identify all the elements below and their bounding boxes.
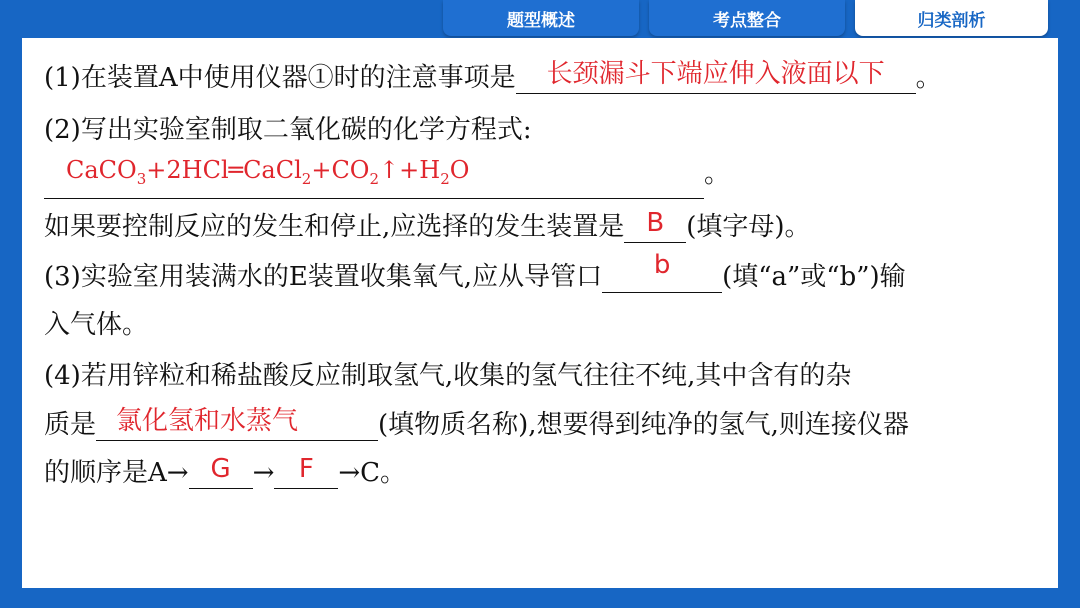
q2-device-blank <box>624 208 686 243</box>
question-2-device-line <box>44 208 811 243</box>
q2-device-prefix: 如果要控制反应的发生和停止,应选择的发生装置是 <box>44 212 625 242</box>
question-1 <box>44 59 942 94</box>
tab-key-points[interactable]: 考点整合 <box>649 0 845 36</box>
q3-line2: 入气体。 <box>44 310 149 340</box>
question-3-continued <box>44 310 148 340</box>
question-2-title <box>44 115 532 145</box>
question-4-order-line <box>44 454 407 489</box>
q1-suffix: 。 <box>915 63 942 93</box>
question-4 <box>44 361 851 391</box>
question-4-impurity-line <box>44 406 909 441</box>
q1-answer: 长颈漏斗下端应伸入液面以下 <box>546 59 885 89</box>
q4-answer-g: G <box>210 454 231 484</box>
q2-device-suffix: (填字母)。 <box>686 212 811 242</box>
tab-classification[interactable]: 归类剖析 <box>855 0 1048 36</box>
q4-arrow: → <box>252 458 275 488</box>
q4-suffix3: →C。 <box>338 458 407 488</box>
q4-answer-f: F <box>298 454 314 484</box>
q4-prefix3: 的顺序是A→ <box>44 458 189 488</box>
q2-device-answer: B <box>646 208 665 238</box>
q4-impurity-blank <box>96 406 378 441</box>
q3-answer: b <box>653 250 671 280</box>
q4-prefix2: 质是 <box>44 410 97 440</box>
q2-text: (2)写出实验室制取二氧化碳的化学方程式: <box>44 115 532 145</box>
q4-suffix2: (填物质名称),想要得到纯净的氢气,则连接仪器 <box>378 410 909 440</box>
q4-line1: (4)若用锌粒和稀盐酸反应制取氢气,收集的氢气往往不纯,其中含有的杂 <box>44 361 852 391</box>
q4-impurity-answer: 氯化氢和水蒸气 <box>116 406 299 436</box>
q3-blank <box>602 250 722 293</box>
chemical-equation: $CaCO_3+2HCl═CaCl_2+CO_2↑+H_2O$ <box>66 156 470 188</box>
q2-suffix: 。 <box>704 159 731 189</box>
tab-overview[interactable]: 题型概述 <box>443 0 639 36</box>
tab-bar <box>443 0 1048 38</box>
q3-suffix: (填“a”或“b”)输 <box>722 262 906 292</box>
question-3 <box>44 250 906 293</box>
q4-blank-f <box>274 454 338 489</box>
q1-blank <box>516 59 916 94</box>
q3-prefix: (3)实验室用装满水的E装置收集氧气,应从导管口 <box>44 262 603 292</box>
question-2-equation-line <box>44 156 731 199</box>
q2-equation-blank <box>44 156 704 199</box>
q1-prefix: (1)在装置A中使用仪器①时的注意事项是 <box>44 63 516 93</box>
q4-blank-g <box>189 454 253 489</box>
